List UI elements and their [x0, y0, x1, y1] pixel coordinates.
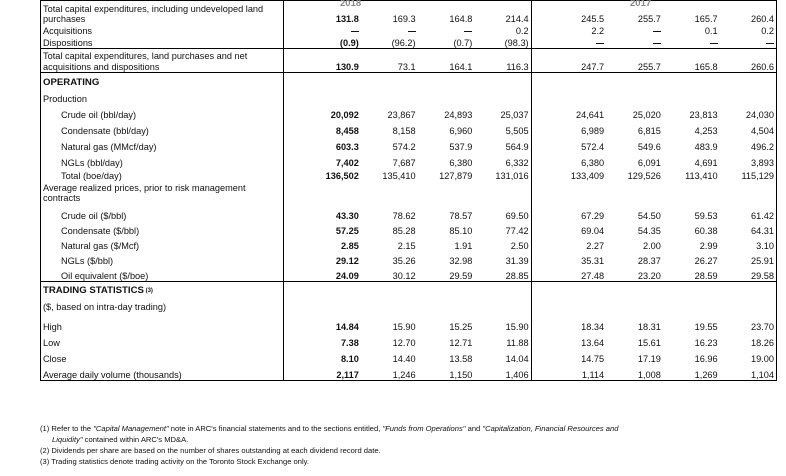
value-2018	[418, 73, 475, 89]
value-2018: 30.12	[361, 267, 418, 282]
value-2018	[418, 25, 475, 37]
value-2017: 4,253	[694, 126, 718, 136]
year-divider	[531, 25, 549, 37]
value-2018: 78.62	[392, 211, 416, 221]
value-2018: (0.7)	[418, 37, 475, 49]
value-2017: 2.00	[643, 241, 661, 251]
year-divider	[531, 313, 549, 333]
value-2017: 4,504	[720, 121, 777, 137]
value-2017	[606, 73, 663, 89]
value-2017	[663, 73, 720, 89]
spacer	[284, 365, 304, 381]
value-2018: 11.88	[506, 338, 529, 348]
value-2018: 43.30	[335, 211, 359, 221]
value-2017: 23.70	[720, 313, 777, 333]
value-2017: 255.7	[606, 1, 663, 25]
year-header-2017: 2017	[630, 0, 652, 9]
spacer	[284, 37, 304, 49]
table-row	[41, 237, 777, 252]
row-label: OPERATING	[41, 73, 284, 89]
row-label: Total (boe/day)	[41, 169, 284, 182]
dash-mark	[596, 43, 604, 44]
value-2017	[663, 37, 720, 49]
spacer	[284, 121, 304, 137]
value-2017: 28.59	[663, 267, 720, 282]
value-2017: 0.2	[720, 25, 777, 37]
value-2017: 1,114	[549, 365, 606, 381]
value-2017: 115,129	[720, 169, 777, 182]
value-2017: 2.2	[591, 26, 605, 36]
value-2018: 564.9	[505, 142, 529, 152]
value-2018: 12.70	[392, 338, 416, 348]
value-2017: 26.27	[694, 256, 718, 266]
value-2017	[549, 282, 606, 297]
value-2017: 61.42	[720, 204, 777, 222]
spacer	[284, 153, 304, 169]
value-2017	[549, 37, 606, 49]
row-label: Crude oil ($/bbl)	[41, 204, 284, 222]
value-2017: 260.4	[720, 1, 777, 25]
value-2018: 8,458	[335, 126, 359, 136]
value-2018: 6,380	[449, 158, 473, 168]
value-2017: 260.6	[720, 49, 777, 73]
value-2018: 8.10	[340, 354, 359, 364]
row-label: Oil equivalent ($/boe)	[41, 267, 284, 282]
value-2017: 6,815	[637, 126, 661, 136]
year-divider	[531, 222, 549, 237]
trading-title: TRADING STATISTICS	[43, 285, 144, 296]
value-2017: 13.64	[581, 338, 605, 348]
value-2017: 18.34	[581, 322, 605, 332]
row-label: Condensate ($/bbl)	[41, 222, 284, 237]
value-2017: 6,091	[637, 158, 661, 168]
year-divider	[531, 153, 549, 169]
value-2018	[361, 89, 418, 105]
table-row	[41, 105, 777, 121]
value-2017: 19.55	[694, 322, 718, 332]
row-label: Average realized prices, prior to risk management contracts	[41, 182, 284, 204]
value-2017	[606, 37, 663, 49]
value-2017: 24,030	[720, 105, 777, 121]
value-2018: 7.38	[340, 338, 359, 348]
value-2017: 23.20	[606, 267, 663, 282]
value-2017: 19.00	[720, 349, 777, 365]
table-row	[41, 169, 777, 182]
value-2017: 54.35	[637, 226, 661, 236]
value-2017: 113,410	[685, 171, 718, 181]
value-2017: 67.29	[581, 211, 605, 221]
financial-table	[40, 0, 777, 381]
footnote-1-line-1: (1) Refer to the "Capital Management" note in ARC's financial statements and to the sections entitled, "Funds from Operations" and "Capitalization, Financial Resources and	[40, 424, 619, 433]
spacer	[284, 282, 304, 297]
table-row	[41, 49, 777, 73]
value-2018	[304, 282, 361, 297]
row-label: ($, based on intra-day trading)	[41, 297, 284, 313]
row-label: Natural gas (MMcf/day)	[41, 137, 284, 153]
value-2018: 2.85	[340, 241, 359, 251]
value-2017: 572.4	[581, 142, 605, 152]
value-2017: 245.5	[549, 1, 606, 25]
value-2017: 14.75	[581, 354, 605, 364]
value-2018	[304, 73, 361, 89]
spacer	[284, 73, 304, 89]
spacer	[284, 1, 304, 25]
value-2017	[720, 282, 777, 297]
value-2018	[304, 182, 361, 204]
value-2017	[606, 282, 663, 297]
value-2017: 165.8	[663, 49, 720, 73]
value-2018	[474, 73, 531, 89]
row-label: Total capital expenditures, including undeveloped land purchases	[41, 1, 284, 25]
table-row	[41, 252, 777, 267]
value-2018	[361, 73, 418, 89]
value-2017: 24,641	[576, 110, 605, 120]
value-2017	[663, 297, 720, 313]
table-row	[41, 222, 777, 237]
spacer	[284, 333, 304, 349]
value-2017: 28.37	[637, 256, 661, 266]
year-divider	[531, 37, 549, 49]
spacer	[284, 89, 304, 105]
year-divider	[531, 282, 549, 297]
value-2017: 1,008	[606, 365, 663, 381]
value-2017: 255.7	[606, 49, 663, 73]
value-2017: 133,409	[570, 171, 605, 181]
spacer	[284, 25, 304, 37]
value-2018: 2.50	[510, 241, 529, 251]
value-2018: 214.4	[474, 1, 531, 25]
value-2018: 23,867	[387, 110, 416, 120]
value-2017: 35.31	[581, 256, 605, 266]
spacer	[284, 267, 304, 282]
spacer	[284, 105, 304, 121]
value-2018: (96.2)	[361, 37, 418, 49]
dash-mark	[351, 31, 359, 32]
value-2018	[304, 25, 361, 37]
table-row	[41, 121, 777, 137]
value-2018: 116.3	[474, 49, 531, 73]
value-2017: 6,989	[581, 126, 605, 136]
footnote-1-line-2: Liquidity" contained within ARC's MD&A.	[52, 435, 189, 444]
table-row	[41, 73, 777, 89]
value-2017: 60.38	[694, 226, 718, 236]
value-2017: 247.7	[549, 49, 606, 73]
footnote-3: (3) Trading statistics denote trading activity on the Toronto Stock Exchange only.	[40, 457, 310, 466]
value-2017	[663, 182, 720, 204]
year-divider	[531, 204, 549, 222]
table-row	[41, 137, 777, 153]
value-2018: 2,117	[304, 365, 361, 381]
value-2018: 130.9	[304, 49, 361, 73]
value-2018: 8,158	[392, 126, 416, 136]
spacer	[284, 313, 304, 333]
value-2018: 57.25	[335, 226, 359, 236]
financial-table-container	[40, 0, 777, 381]
row-label: Close	[41, 349, 284, 365]
value-2018: 574.2	[392, 142, 416, 152]
value-2018: 6,960	[449, 126, 473, 136]
value-2018	[304, 297, 361, 313]
value-2017: 15.61	[637, 338, 661, 348]
year-divider	[531, 121, 549, 137]
value-2018: 35.26	[392, 256, 416, 266]
value-2018: 73.1	[361, 49, 418, 73]
table-row	[41, 37, 777, 49]
value-2017	[606, 297, 663, 313]
value-2017	[549, 89, 606, 105]
value-2018: 537.9	[449, 142, 473, 152]
value-2017	[720, 73, 777, 89]
value-2018	[304, 89, 361, 105]
value-2018	[474, 297, 531, 313]
table-row	[41, 153, 777, 169]
value-2018: 20,092	[330, 110, 359, 120]
value-2017	[549, 73, 606, 89]
value-2017	[606, 25, 663, 37]
value-2018: 131,016	[495, 171, 529, 181]
year-divider	[531, 237, 549, 252]
row-label	[41, 282, 284, 297]
value-2018: 29.12	[335, 256, 359, 266]
value-2018	[361, 182, 418, 204]
table-row	[41, 25, 777, 37]
value-2017: 1,104	[720, 365, 777, 381]
value-2017: 483.9	[694, 142, 718, 152]
footnote-2: (2) Dividends per share are based on the number of shares outstanding at each dividend record date.	[40, 446, 381, 455]
table-row	[41, 349, 777, 365]
value-2017: 3.10	[720, 237, 777, 252]
value-2017: 16.96	[694, 354, 718, 364]
value-2018	[361, 25, 418, 37]
table-row	[41, 182, 777, 204]
trading-title-footnote: (3)	[143, 288, 153, 294]
dash-mark	[408, 31, 416, 32]
table-row	[41, 282, 777, 297]
value-2018	[361, 297, 418, 313]
value-2018: 78.57	[449, 211, 473, 221]
value-2018: 603.3	[335, 142, 359, 152]
row-label: Total capital expenditures, land purchases and net acquisitions and dispositions	[41, 49, 284, 73]
row-label: Dispositions	[41, 37, 284, 49]
value-2017	[720, 37, 777, 49]
value-2017	[663, 282, 720, 297]
value-2018: 15.90	[392, 322, 416, 332]
value-2018: 131.8	[304, 1, 361, 25]
row-label: Low	[41, 333, 284, 349]
row-label: Average daily volume (thousands)	[41, 365, 284, 381]
spacer	[284, 252, 304, 267]
value-2017	[720, 182, 777, 204]
dash-mark	[653, 43, 661, 44]
year-divider	[531, 267, 549, 282]
year-divider	[531, 49, 549, 73]
table-row	[41, 333, 777, 349]
row-label: Production	[41, 89, 284, 105]
value-2018: 7,687	[392, 158, 416, 168]
value-2018: 1,246	[361, 365, 418, 381]
value-2018: 136,502	[325, 171, 359, 181]
table-row	[41, 365, 777, 381]
value-2018: 13.58	[449, 354, 473, 364]
spacer	[284, 137, 304, 153]
value-2018: 5,505	[505, 126, 529, 136]
value-2018: 15.90	[505, 322, 529, 332]
value-2018: 77.42	[505, 226, 529, 236]
value-2018	[361, 282, 418, 297]
value-2018: 28.85	[474, 267, 531, 282]
footnotes	[40, 423, 780, 467]
value-2018: (0.9)	[304, 37, 361, 49]
year-header-2018: 2018	[340, 0, 362, 9]
value-2017	[549, 297, 606, 313]
value-2018: 164.8	[418, 1, 475, 25]
value-2018: 85.10	[449, 226, 473, 236]
value-2017: 2.27	[586, 241, 605, 251]
spacer	[284, 169, 304, 182]
value-2018: 164.1	[418, 49, 475, 73]
value-2017: 59.53	[694, 211, 718, 221]
year-divider	[531, 365, 549, 381]
year-divider	[531, 73, 549, 89]
value-2018	[474, 89, 531, 105]
dash-mark	[653, 31, 661, 32]
table-row	[41, 1, 777, 25]
value-2017: 25.91	[720, 252, 777, 267]
year-divider	[531, 137, 549, 153]
value-2018: 31.39	[505, 256, 529, 266]
value-2018: 25,037	[500, 110, 529, 120]
spacer	[284, 182, 304, 204]
row-label: Crude oil (bbl/day)	[41, 105, 284, 121]
value-2018	[418, 89, 475, 105]
year-divider	[531, 252, 549, 267]
dash-mark	[766, 43, 774, 44]
value-2017	[663, 89, 720, 105]
value-2017: 549.6	[637, 142, 661, 152]
spacer	[284, 204, 304, 222]
value-2017: 18.31	[637, 322, 661, 332]
spacer	[284, 222, 304, 237]
value-2018: 69.50	[505, 211, 529, 221]
value-2017	[606, 89, 663, 105]
row-label: High	[41, 313, 284, 333]
value-2017: 27.48	[549, 267, 606, 282]
value-2017: 4,691	[694, 158, 718, 168]
value-2018: 15.25	[449, 322, 473, 332]
table-row	[41, 297, 777, 313]
value-2017: 496.2	[720, 137, 777, 153]
value-2017: 6,380	[581, 158, 605, 168]
value-2017: 54.50	[637, 211, 661, 221]
spacer	[284, 49, 304, 73]
value-2018: 1,150	[418, 365, 475, 381]
value-2017: 0.1	[704, 26, 718, 36]
value-2017	[606, 182, 663, 204]
spacer	[284, 297, 304, 313]
value-2018: 85.28	[392, 226, 416, 236]
year-divider	[531, 1, 549, 25]
value-2018: 169.3	[361, 1, 418, 25]
table-row	[41, 89, 777, 105]
dash-mark	[710, 43, 718, 44]
value-2018: 14.84	[335, 322, 359, 332]
value-2018: 6,332	[505, 158, 529, 168]
value-2018: 0.2	[515, 26, 529, 36]
row-label: Acquisitions	[41, 25, 284, 37]
value-2018: 2.15	[397, 241, 416, 251]
value-2018: 32.98	[449, 256, 473, 266]
value-2018: 135,410	[382, 171, 416, 181]
year-divider	[531, 105, 549, 121]
year-divider	[531, 182, 549, 204]
value-2017: 17.19	[637, 354, 661, 364]
value-2018	[474, 182, 531, 204]
table-row	[41, 267, 777, 282]
value-2018: (98.3)	[474, 37, 531, 49]
year-divider	[531, 333, 549, 349]
year-divider	[531, 349, 549, 365]
table-row	[41, 313, 777, 333]
value-2018: 24,893	[444, 110, 473, 120]
value-2017: 2.99	[699, 241, 718, 251]
value-2018	[418, 282, 475, 297]
value-2018: 7,402	[335, 158, 359, 168]
row-label: NGLs (bbl/day)	[41, 153, 284, 169]
value-2017: 23,813	[689, 110, 718, 120]
spacer	[284, 349, 304, 365]
value-2017: 165.7	[663, 1, 720, 25]
value-2017	[720, 297, 777, 313]
value-2018	[474, 282, 531, 297]
value-2017: 29.58	[720, 267, 777, 282]
value-2018: 1.91	[454, 241, 473, 251]
value-2018: 24.09	[304, 267, 361, 282]
year-divider	[531, 89, 549, 105]
value-2017: 1,269	[663, 365, 720, 381]
year-divider	[531, 169, 549, 182]
value-2018	[418, 182, 475, 204]
value-2017: 69.04	[581, 226, 605, 236]
value-2018	[418, 297, 475, 313]
value-2018: 29.59	[418, 267, 475, 282]
row-label: Condensate (bbl/day)	[41, 121, 284, 137]
value-2017: 18.26	[720, 333, 777, 349]
value-2018: 14.40	[392, 354, 416, 364]
year-divider	[531, 297, 549, 313]
value-2017	[720, 89, 777, 105]
value-2018: 1,406	[474, 365, 531, 381]
table-row	[41, 204, 777, 222]
value-2017: 3,893	[720, 153, 777, 169]
dash-mark	[464, 31, 472, 32]
spacer	[284, 237, 304, 252]
row-label: NGLs ($/bbl)	[41, 252, 284, 267]
row-label: Natural gas ($/Mcf)	[41, 237, 284, 252]
value-2017: 25,020	[632, 110, 661, 120]
value-2018: 14.04	[505, 354, 529, 364]
value-2017: 16.23	[694, 338, 718, 348]
value-2017	[549, 182, 606, 204]
value-2017: 129,526	[627, 171, 661, 181]
value-2018: 12.71	[449, 338, 473, 348]
value-2018: 127,879	[439, 171, 473, 181]
value-2017: 64.31	[720, 222, 777, 237]
